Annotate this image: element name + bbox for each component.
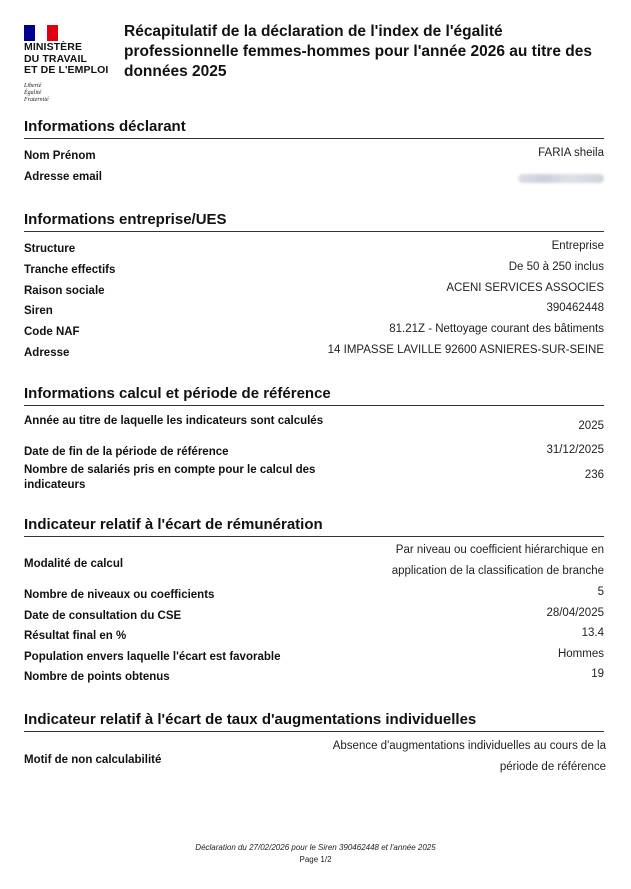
label-siren: Siren (24, 305, 53, 317)
label-date-fin-periode: Date de fin de la période de référence (24, 446, 229, 458)
value-tranche-effectifs: De 50 à 250 inclus (508, 261, 604, 273)
value-motif-non-calculabilite: Absence d'augmentations individuelles au cours de la période de référence (332, 740, 606, 773)
label-motif-non-calculabilite: Motif de non calculabilité (24, 754, 162, 766)
footer-page-number: Page 1/2 (299, 855, 332, 864)
label-modalite-calcul: Modalité de calcul (24, 558, 124, 570)
value-modalite-calcul: Par niveau ou coefficient hiérarchique en application de la classification de branche (391, 544, 604, 577)
page-footer (0, 842, 631, 866)
section-title-declarant: Informations déclarant (24, 118, 604, 139)
label-structure: Structure (24, 243, 76, 255)
label-nombre-niveaux: Nombre de niveaux ou coefficients (24, 589, 215, 601)
value-adresse: 14 IMPASSE LAVILLE 92600 ASNIERES-SUR-SEINE (327, 344, 604, 356)
section-title-remuneration: Indicateur relatif à l'écart de rémunération (24, 516, 604, 537)
document-title: Récapitulatif de la déclaration de l'index de l'égalité professionnelle femmes-hommes pour l'année 2026 au titre des données 2025 (124, 23, 592, 80)
value-structure: Entreprise (551, 240, 604, 252)
value-annee-indicateurs: 2025 (578, 420, 604, 432)
value-code-naf: 81.21Z - Nettoyage courant des bâtiments (389, 323, 604, 335)
ministry-name: MINISTÈRE DU TRAVAIL ET DE L'EMPLOI (24, 41, 109, 76)
label-annee-indicateurs: Année au titre de laquelle les indicateurs sont calculés (24, 415, 324, 427)
value-nom-prenom: FARIA sheila (538, 147, 604, 159)
french-flag-icon (24, 25, 58, 41)
redacted-email-value (518, 174, 604, 183)
value-date-consultation-cse: 28/04/2025 (546, 607, 604, 619)
label-nom-prenom: Nom Prénom (24, 150, 96, 162)
section-remuneration (24, 516, 604, 683)
value-population-favorable: Hommes (557, 648, 604, 660)
ministry-logo (24, 25, 120, 107)
section-title-calcul: Informations calcul et période de référence (24, 385, 604, 406)
value-nombre-salaries: 236 (584, 469, 604, 481)
document-header (24, 22, 607, 108)
label-resultat-final: Résultat final en % (24, 630, 127, 642)
label-code-naf: Code NAF (24, 326, 80, 338)
republic-motto: Liberté Égalité Fraternité (24, 83, 49, 103)
label-population-favorable: Population envers laquelle l'écart est favorable (24, 651, 281, 663)
label-adresse-email: Adresse email (24, 171, 102, 183)
label-adresse: Adresse (24, 347, 70, 359)
section-title-entreprise: Informations entreprise/UES (24, 211, 604, 232)
value-date-fin-periode: 31/12/2025 (546, 444, 604, 456)
footer-declaration-info: Déclaration du 27/02/2026 pour le Siren 390462448 et l'année 2025 (195, 843, 436, 852)
value-raison-sociale: ACENI SERVICES ASSOCIES (446, 282, 604, 294)
section-calcul (24, 385, 604, 491)
label-raison-sociale: Raison sociale (24, 285, 105, 297)
value-nombre-niveaux: 5 (597, 586, 604, 598)
section-entreprise (24, 211, 604, 359)
label-tranche-effectifs: Tranche effectifs (24, 264, 116, 276)
section-title-augmentations: Indicateur relatif à l'écart de taux d'augmentations individuelles (24, 711, 604, 732)
label-date-consultation-cse: Date de consultation du CSE (24, 610, 182, 622)
value-siren: 390462448 (546, 302, 604, 314)
value-nombre-points: 19 (591, 668, 604, 680)
label-nombre-salaries: Nombre de salariés pris en compte pour le calcul des indicateurs (24, 464, 316, 491)
value-resultat-final: 13.4 (581, 627, 604, 639)
section-augmentations (24, 711, 606, 773)
label-nombre-points: Nombre de points obtenus (24, 671, 170, 683)
section-declarant (24, 118, 604, 183)
